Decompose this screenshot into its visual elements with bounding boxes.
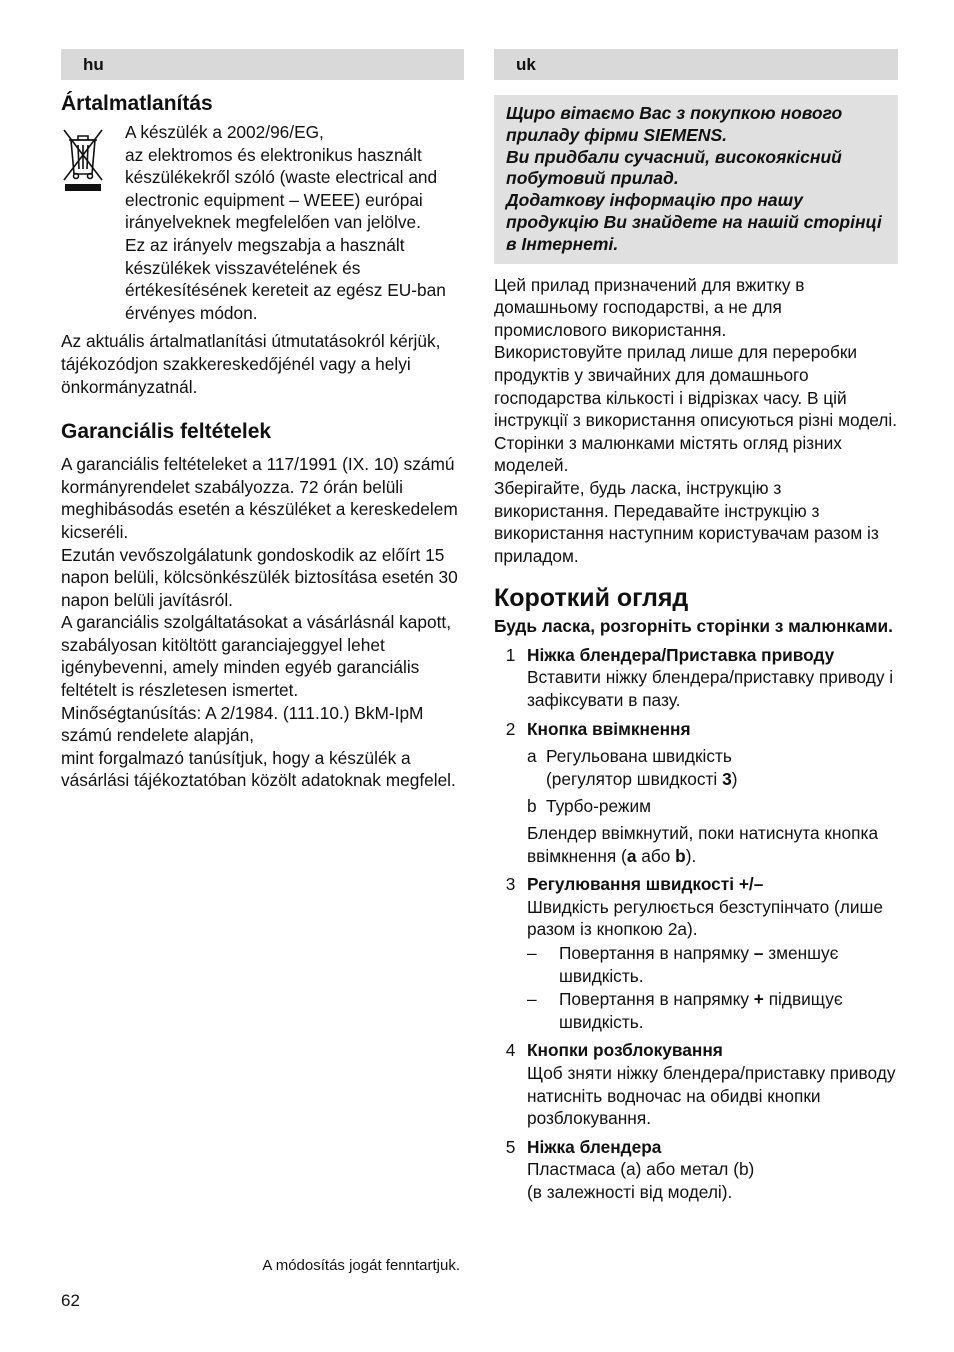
item-text: Пластмаса (a) або метал (b) (в залежності від моделі). [527, 1159, 755, 1202]
item-title: Кнопки розблокування [527, 1040, 723, 1061]
sub-item-text: Регульована швидкість [546, 746, 732, 767]
crossed-out-wheelie-bin-icon [61, 121, 125, 324]
sub-item-b [527, 795, 898, 818]
usage-text: Цей прилад призначений для вжитку в домашньому господарстві, а не для промислового використання. Використовуйте прилад лише для переробки продуктів у звичайних для домашнього господарства кількості і відрізках часу. В цій інструкції з використання описуються різні моделі. Сторінки з малюнками містять огляд різних моделей. Зберігайте, будь ласка, інструкцію з використання. Передавайте інструкцію з використання наступним користувачам разом із приладом. [494, 274, 898, 566]
bullet-item: – Повертання в напрямку + підвищує швидкість. [527, 989, 843, 1032]
list-item [494, 1039, 898, 1129]
item-number: 1 [505, 644, 516, 665]
sub-item-letter: a [527, 746, 537, 767]
overview-subtitle: Будь ласка, розгорніть сторінки з малюнками. [494, 616, 893, 637]
item-number: 2 [505, 718, 516, 739]
sub-item-bold: 3 [722, 768, 732, 789]
overview-heading: Короткий огляд [494, 584, 689, 613]
list-item [494, 873, 898, 1033]
sub-item-text: Турбо-режим [546, 796, 652, 817]
list-item [494, 1136, 898, 1204]
page-number: 62 [61, 1291, 80, 1310]
disposal-heading: Ártalmatlanítás [61, 92, 213, 115]
sub-item-text: ) [731, 768, 738, 789]
item-text: Швидкість регулюється безступінчато (лише разом із кнопкою 2a). [527, 896, 884, 940]
item-title: Ніжка блендера/Приставка приводу [527, 644, 835, 665]
intro-box: Щиро вітаємо Вас з покупкою нового приладу фірми SIEMENS. Ви придбали сучасний, високоякісний побутовий прилад. Додаткову інформацію про нашу продукцію Ви знайдете на нашій сторінці в Інтернеті. [494, 95, 898, 264]
item-number: 3 [505, 874, 516, 895]
item-number: 4 [505, 1040, 516, 1061]
left-column [61, 49, 464, 792]
sub-item-letter: b [527, 796, 537, 817]
item-title: Регулювання швидкості +/– [527, 874, 764, 895]
change-notice: A módosítás jogát fenntartjuk. [262, 1257, 460, 1274]
weee-text: A készülék a 2002/96/EG, az elektromos és elektronikus használt készülékekről szóló (waste electrical and electronic equipment – WEEE) európai irányelveknek megfelelően van jelölve. Ez az irányelv megszabja a használt készülékek visszavételének és értékesítésének kereteit az egész EU-ban érvényes módon. [125, 122, 446, 323]
bullet-dash: – [527, 989, 537, 1010]
item-text: Щоб зняти ніжку блендера/приставку приводу натисніть водночас на обидві кнопки розблокування. [527, 1062, 896, 1129]
bullet-item: – Повертання в напрямку – зменшує швидкість. [527, 943, 839, 986]
warranty-text: A garanciális feltételeket a 117/1991 (IX. 10) számú kormányrendelet szabályozza. 72 órán belüli meghibásodás esetén a készüléket a kereskedelem kicseréli. Ezután vevőszolgálatunk gondoskodik az előírt 15 napon belüli, kölcsönkészülék biztosítása esetén 30 napon belüli javításról. A garanciális szolgáltatásokat a vásárlásnál kapott, szabályosan kitöltött garanciajeggyel lehet igénybevenni, amely minden egyéb garanciális feltételt is részletesen ismertet. Minőségtanúsítás: A 2/1984. (111.10.) BkM-IpM számú rendelete alapján, mint forgalmazó tanúsítjuk, hogy a készülék a vásárlási tájékoztatóban közölt adatoknak megfelel. [61, 454, 458, 791]
right-column [494, 49, 898, 1204]
item-title: Ніжка блендера [527, 1136, 662, 1157]
item-number: 5 [505, 1136, 516, 1157]
language-label-hu: hu [61, 49, 464, 80]
list-item [494, 644, 898, 712]
sub-item-text: (регулятор швидкості [546, 768, 723, 789]
sub-item-a [527, 745, 898, 790]
weee-block [61, 121, 464, 324]
item-title: Кнопка ввімкнення [527, 718, 691, 739]
list-item [494, 718, 898, 868]
bullet-dash: – [527, 943, 537, 964]
warranty-heading: Garanciális feltételek [61, 420, 272, 444]
disposal-info-text: Az aktuális ártalmatlanítási útmutatásokról kérjük, tájékozódjon szakkereskedőjénél vagy a helyi önkormányzatnál. [61, 331, 441, 397]
item-text: Вставити ніжку блендера/приставку приводу і зафіксувати в пазу. [527, 667, 894, 711]
item-text: Блендер ввімкнутий, поки натиснута кнопка ввімкнення (a або b). [527, 823, 879, 866]
language-label-uk: uk [494, 49, 898, 80]
